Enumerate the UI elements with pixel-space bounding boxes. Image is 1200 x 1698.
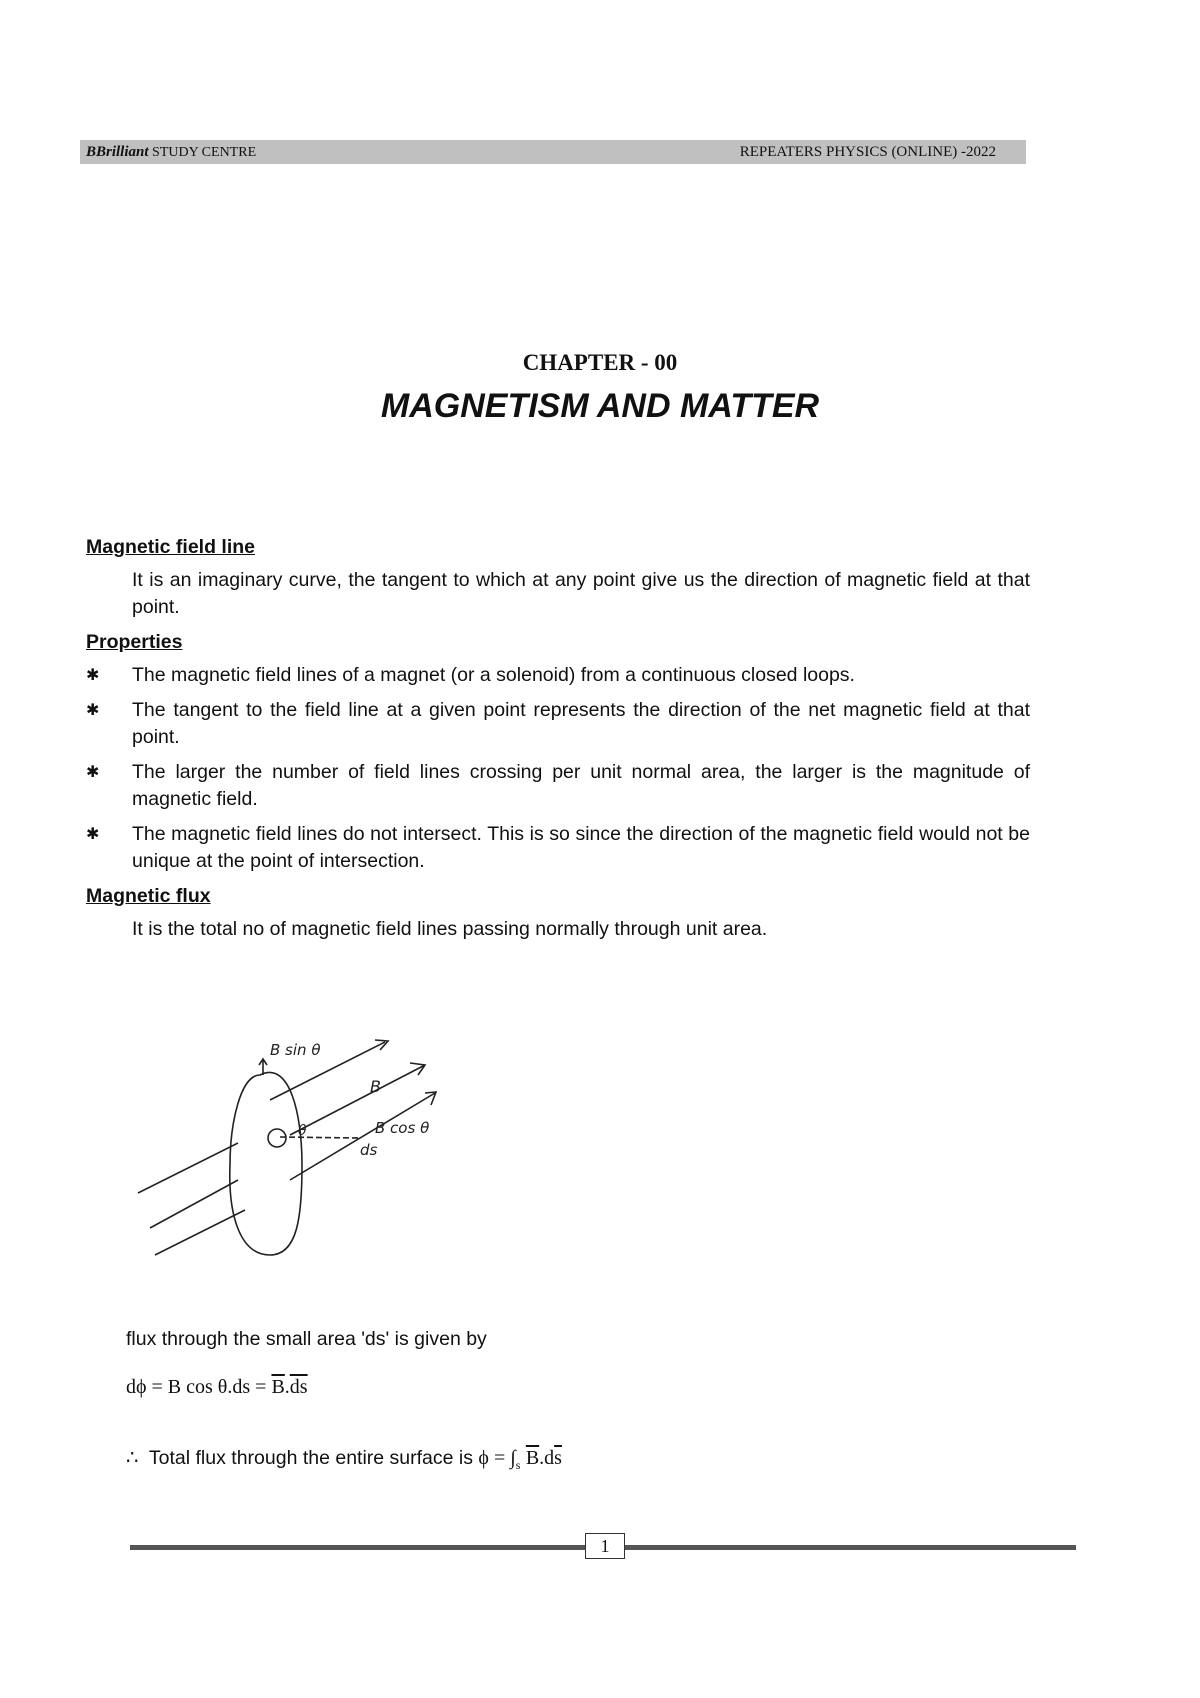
heading-flux: Magnetic flux	[86, 885, 211, 907]
brand-logo: BBrilliant	[86, 144, 149, 160]
star-bullet-icon: ✱	[86, 826, 100, 843]
field-line	[155, 1210, 245, 1255]
flux-intro: flux through the small area 'ds' is given by	[126, 1328, 487, 1350]
page-number: 1	[585, 1533, 625, 1559]
field-line	[138, 1143, 238, 1193]
area-element	[268, 1129, 286, 1147]
equation-dphi: dϕ = B $\cos \theta.ds = \overline{B}.\overline{ds}$	[126, 1376, 308, 1398]
list-item: ✱ The tangent to the field line at a given point represents the direction of the net magnetic field at that point.	[86, 699, 1030, 748]
equation-total-flux: ∴ Total flux through the entire surface is $\phi = \int_s$ $\overline{B}.d\overline{s}$	[126, 1447, 562, 1472]
star-bullet-icon: ✱	[86, 667, 100, 684]
list-item: ✱ The magnetic field lines of a magnet (or a solenoid) from a continuous closed loops.	[86, 662, 1030, 689]
header-bar	[80, 140, 1026, 164]
label-b-sin-theta: B sin θ	[270, 1041, 321, 1059]
chapter-number: CHAPTER - 00	[522, 350, 678, 375]
label-ds: ds	[360, 1141, 378, 1159]
list-item: ✱ The magnetic field lines do not intersect. This is so since the direction of the magnetic field would not be unique at the point of intersection.	[86, 823, 1030, 872]
field-line-definition: It is an imaginary curve, the tangent to which at any point give us the direction of magnetic field at that point.	[132, 569, 1030, 618]
label-b: B	[370, 1077, 381, 1096]
label-theta: θ	[298, 1123, 307, 1139]
heading-properties: Properties	[86, 631, 183, 653]
surface-loop	[230, 1072, 302, 1255]
star-bullet-icon: ✱	[86, 764, 100, 781]
star-bullet-icon: ✱	[86, 702, 100, 719]
brand-suffix: STUDY CENTRE	[152, 145, 257, 160]
course-title: REPEATERS PHYSICS (ONLINE) -2022	[739, 144, 996, 160]
flux-definition: It is the total no of magnetic field lines passing normally through unit area.	[132, 918, 768, 940]
content	[86, 534, 1030, 951]
label-b-cos-theta: B cos θ	[375, 1119, 430, 1137]
heading-field-line: Magnetic field line	[86, 536, 256, 558]
properties-list	[86, 662, 1030, 875]
chapter-title: MAGNETISM AND MATTER	[380, 387, 820, 425]
list-item: ✱ The larger the number of field lines crossing per unit normal area, the larger is the magnitude of magnetic field.	[86, 761, 1030, 810]
flux-diagram	[120, 1015, 520, 1285]
